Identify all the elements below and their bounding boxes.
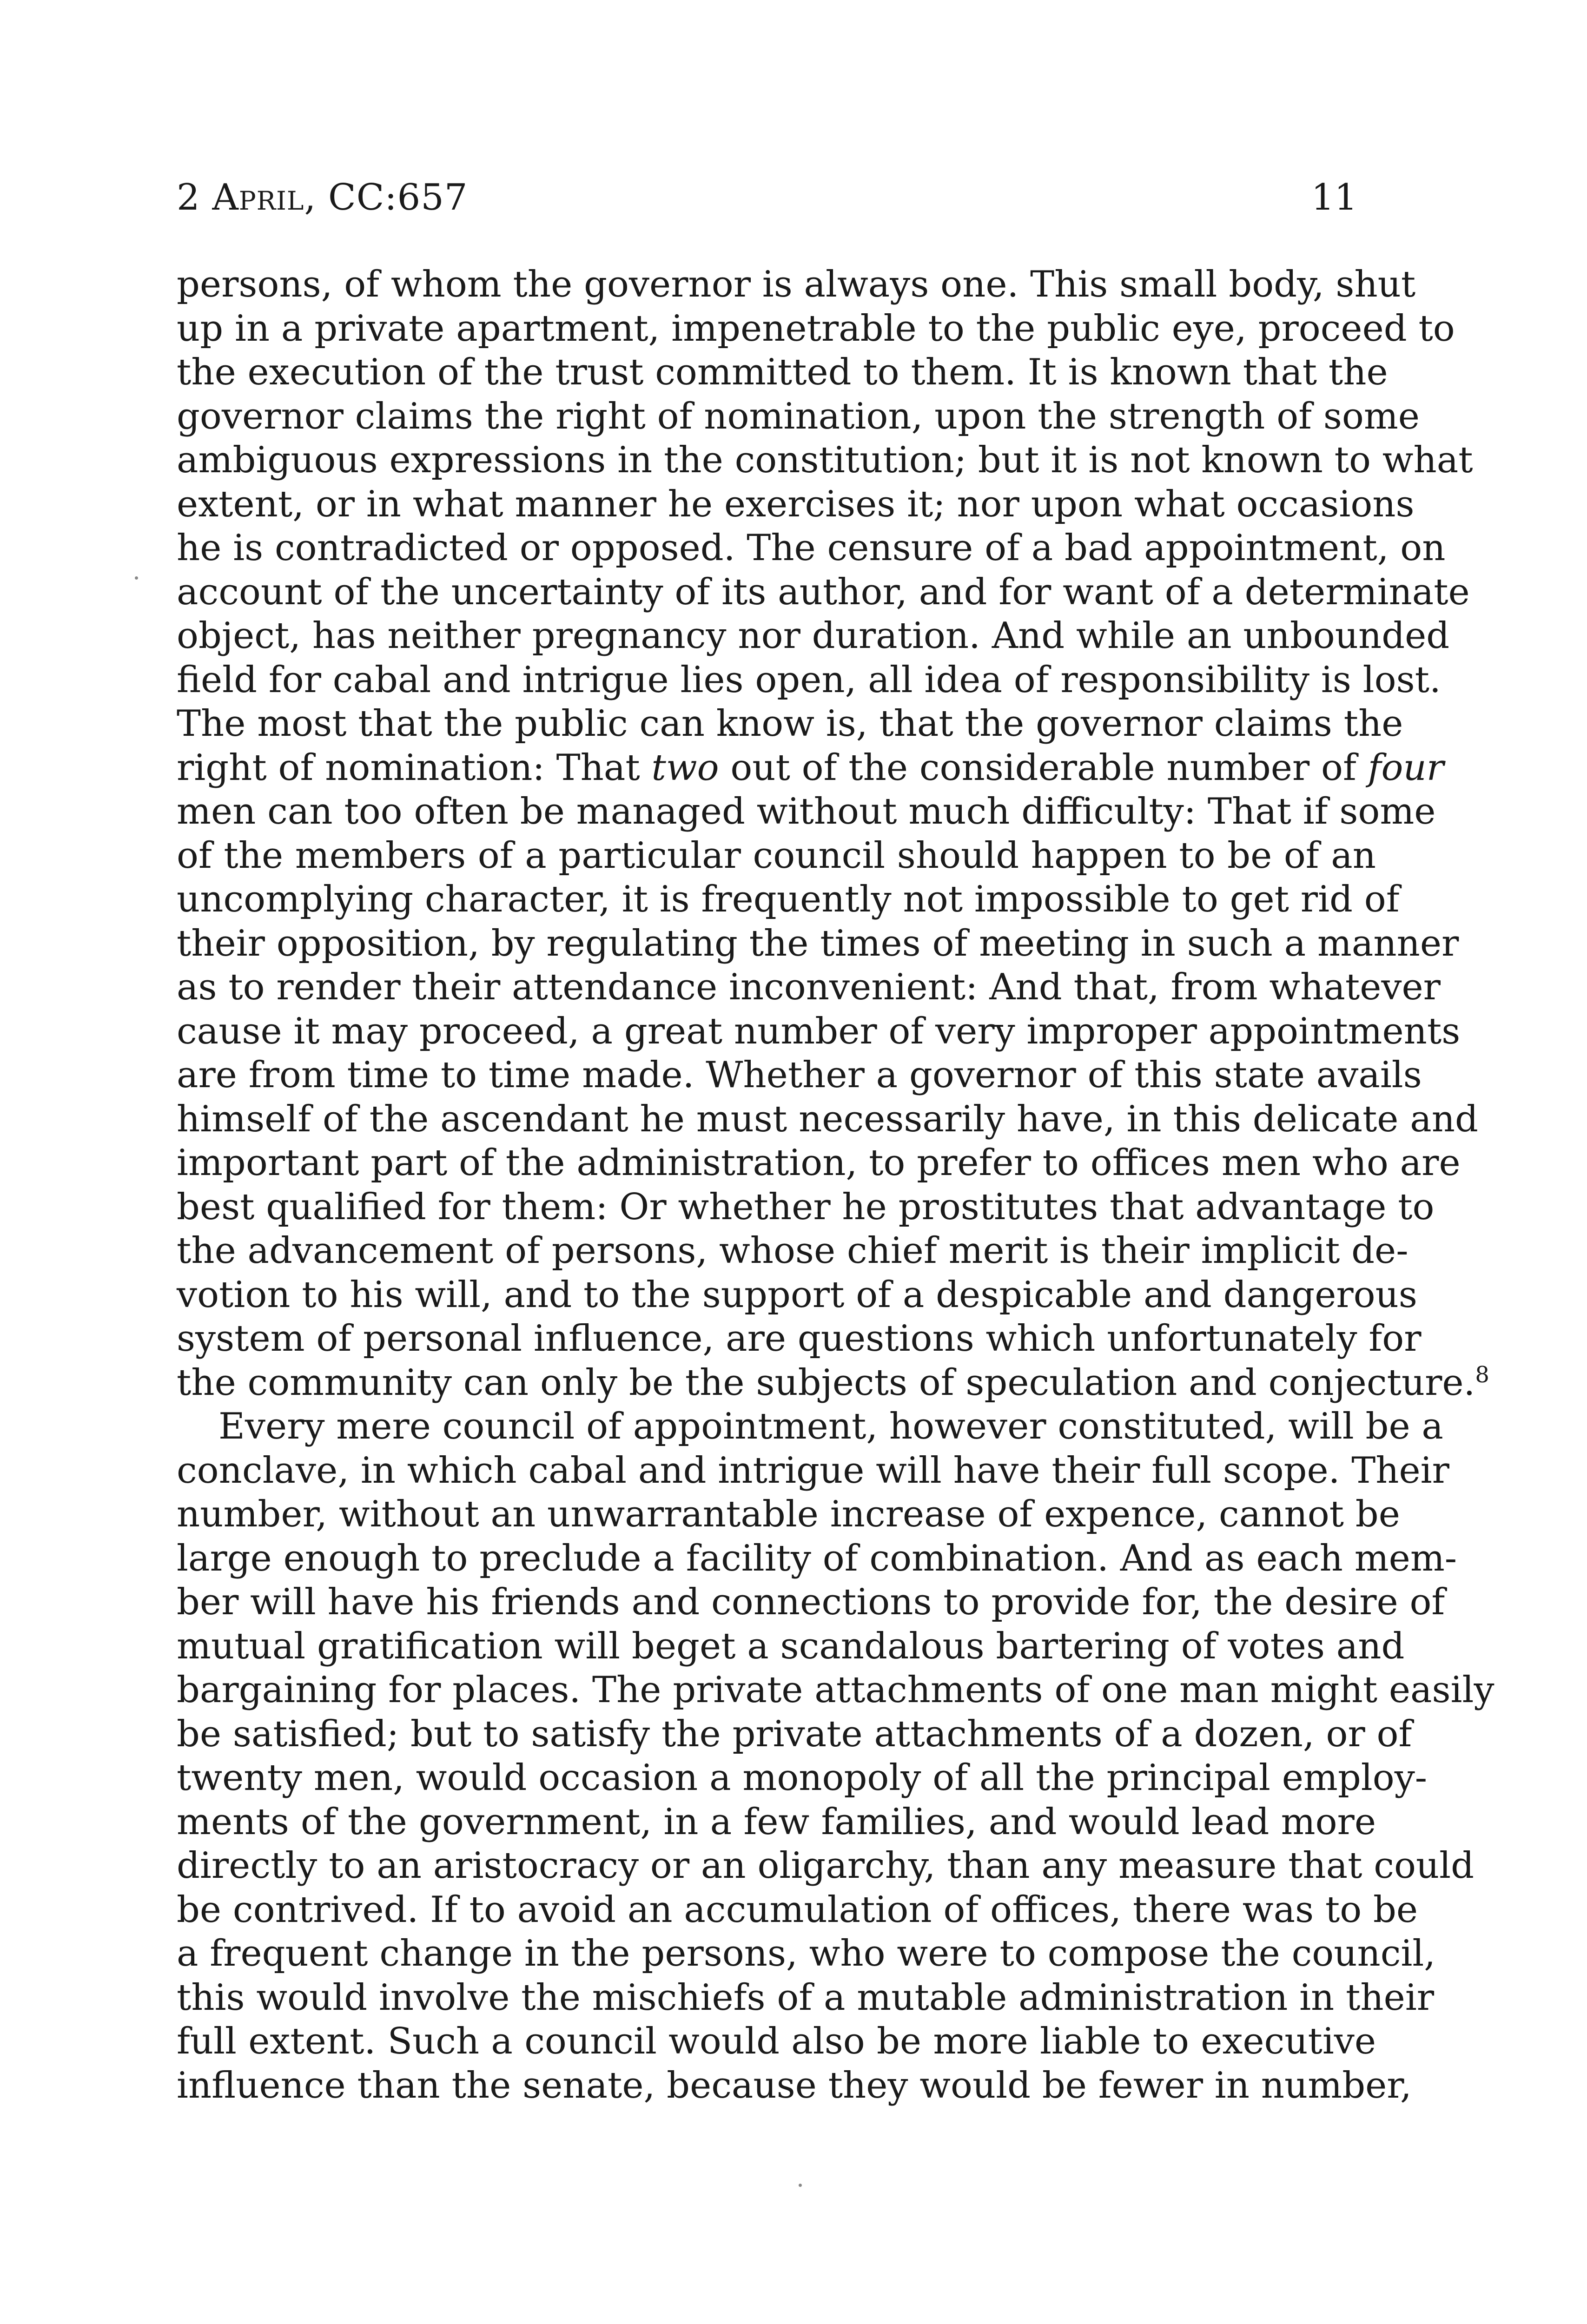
text-line: ber will have his friends and connections to provide for, the desire of <box>177 1581 1445 1623</box>
text-line: object, has neither pregnancy nor duration. And while an unbounded <box>177 615 1450 657</box>
text-line: are from time to time made. Whether a governor of this state avails <box>177 1054 1422 1096</box>
text-line: persons, of whom the governor is always one. This small body, shut <box>177 264 1416 305</box>
running-head <box>177 172 1376 223</box>
text-line: be satisfied; but to satisfy the private attachments of a dozen, or of <box>177 1713 1412 1755</box>
running-head-date-number: 2 <box>177 177 200 218</box>
text-line: votion to his will, and to the support of a despicable and dangerous <box>177 1274 1417 1316</box>
italic-word: four <box>1368 746 1444 789</box>
text-line: up in a private apartment, impenetrable to the public eye, proceed to <box>177 307 1455 350</box>
text-line: governor claims the right of nomination, upon the strength of some <box>177 395 1420 437</box>
text-line <box>177 746 1444 790</box>
text-line: Every mere council of appointment, however constituted, will be a <box>218 1406 1443 1447</box>
text-line: account of the uncertainty of its author, and for want of a determinate <box>177 571 1470 613</box>
running-head-document-ref: , CC:657 <box>304 177 468 218</box>
footnote-marker[interactable]: 8 <box>1475 1361 1489 1388</box>
text-line: he is contradicted or opposed. The censure of a bad appointment, on <box>177 527 1446 569</box>
text-line: ambiguous expressions in the constitution; but it is not known to what <box>177 439 1473 481</box>
running-head-month: April <box>212 177 304 218</box>
text-line: directly to an aristocracy or an oligarchy, than any measure that could <box>177 1845 1475 1887</box>
text-segment: right of nomination: That <box>177 746 652 789</box>
text-line: extent, or in what manner he exercises it; nor upon what occasions <box>177 483 1415 525</box>
text-line: number, without an unwarrantable increase of expence, cannot be <box>177 1493 1400 1535</box>
text-line: their opposition, by regulating the times of meeting in such a manner <box>177 922 1459 964</box>
text-line <box>177 1361 1489 1405</box>
page-number: 11 <box>1311 177 1357 218</box>
text-line: of the members of a particular council should happen to be of an <box>177 834 1376 877</box>
text-line: as to render their attendance inconvenient: And that, from whatever <box>177 966 1441 1008</box>
text-line: uncomplying character, it is frequently not impossible to get rid of <box>177 878 1400 920</box>
body-text <box>177 263 1494 2107</box>
text-line: cause it may proceed, a great number of very improper appointments <box>177 1010 1461 1052</box>
text-line: bargaining for places. The private attachments of one man might easily <box>177 1669 1494 1711</box>
text-line: this would involve the mischiefs of a mutable administration in their <box>177 1976 1435 2019</box>
text-line: conclave, in which cabal and intrigue will have their full scope. Their <box>177 1449 1449 1492</box>
text-line: men can too often be managed without much difficulty: That if some <box>177 791 1436 832</box>
scan-speck <box>799 2184 802 2187</box>
text-line: mutual gratification will beget a scandalous bartering of votes and <box>177 1625 1405 1667</box>
text-line: twenty men, would occasion a monopoly of all the principal employ- <box>177 1757 1428 1799</box>
scan-speck <box>135 576 138 580</box>
italic-word: two <box>651 746 719 789</box>
text-line: field for cabal and intrigue lies open, all idea of responsibility is lost. <box>177 659 1441 701</box>
text-line: the advancement of persons, whose chief merit is their implicit de- <box>177 1230 1408 1272</box>
text-line: a frequent change in the persons, who were to compose the council, <box>177 1933 1436 1974</box>
text-line: himself of the ascendant he must necessarily have, in this delicate and <box>177 1098 1478 1140</box>
text-line: be contrived. If to avoid an accumulation of offices, there was to be <box>177 1888 1418 1931</box>
text-line: best qualified for them: Or whether he prostitutes that advantage to <box>177 1186 1435 1228</box>
text-line: important part of the administration, to prefer to offices men who are <box>177 1142 1461 1184</box>
text-line: ments of the government, in a few families, and would lead more <box>177 1801 1376 1843</box>
text-line: system of personal influence, are questions which unfortunately for <box>177 1318 1422 1360</box>
text-line: the execution of the trust committed to them. It is known that the <box>177 351 1388 393</box>
text-segment: out of the considerable number of <box>719 746 1368 789</box>
text-line: The most that the public can know is, that the governor claims the <box>177 703 1403 745</box>
running-head-left <box>177 172 468 223</box>
text-line: full extent. Such a council would also be more liable to executive <box>177 2020 1376 2062</box>
text-segment: the community can only be the subjects of speculation and conjecture. <box>177 1361 1475 1404</box>
text-line: large enough to preclude a facility of combination. And as each mem- <box>177 1537 1457 1579</box>
text-line: influence than the senate, because they would be fewer in number, <box>177 2064 1412 2106</box>
